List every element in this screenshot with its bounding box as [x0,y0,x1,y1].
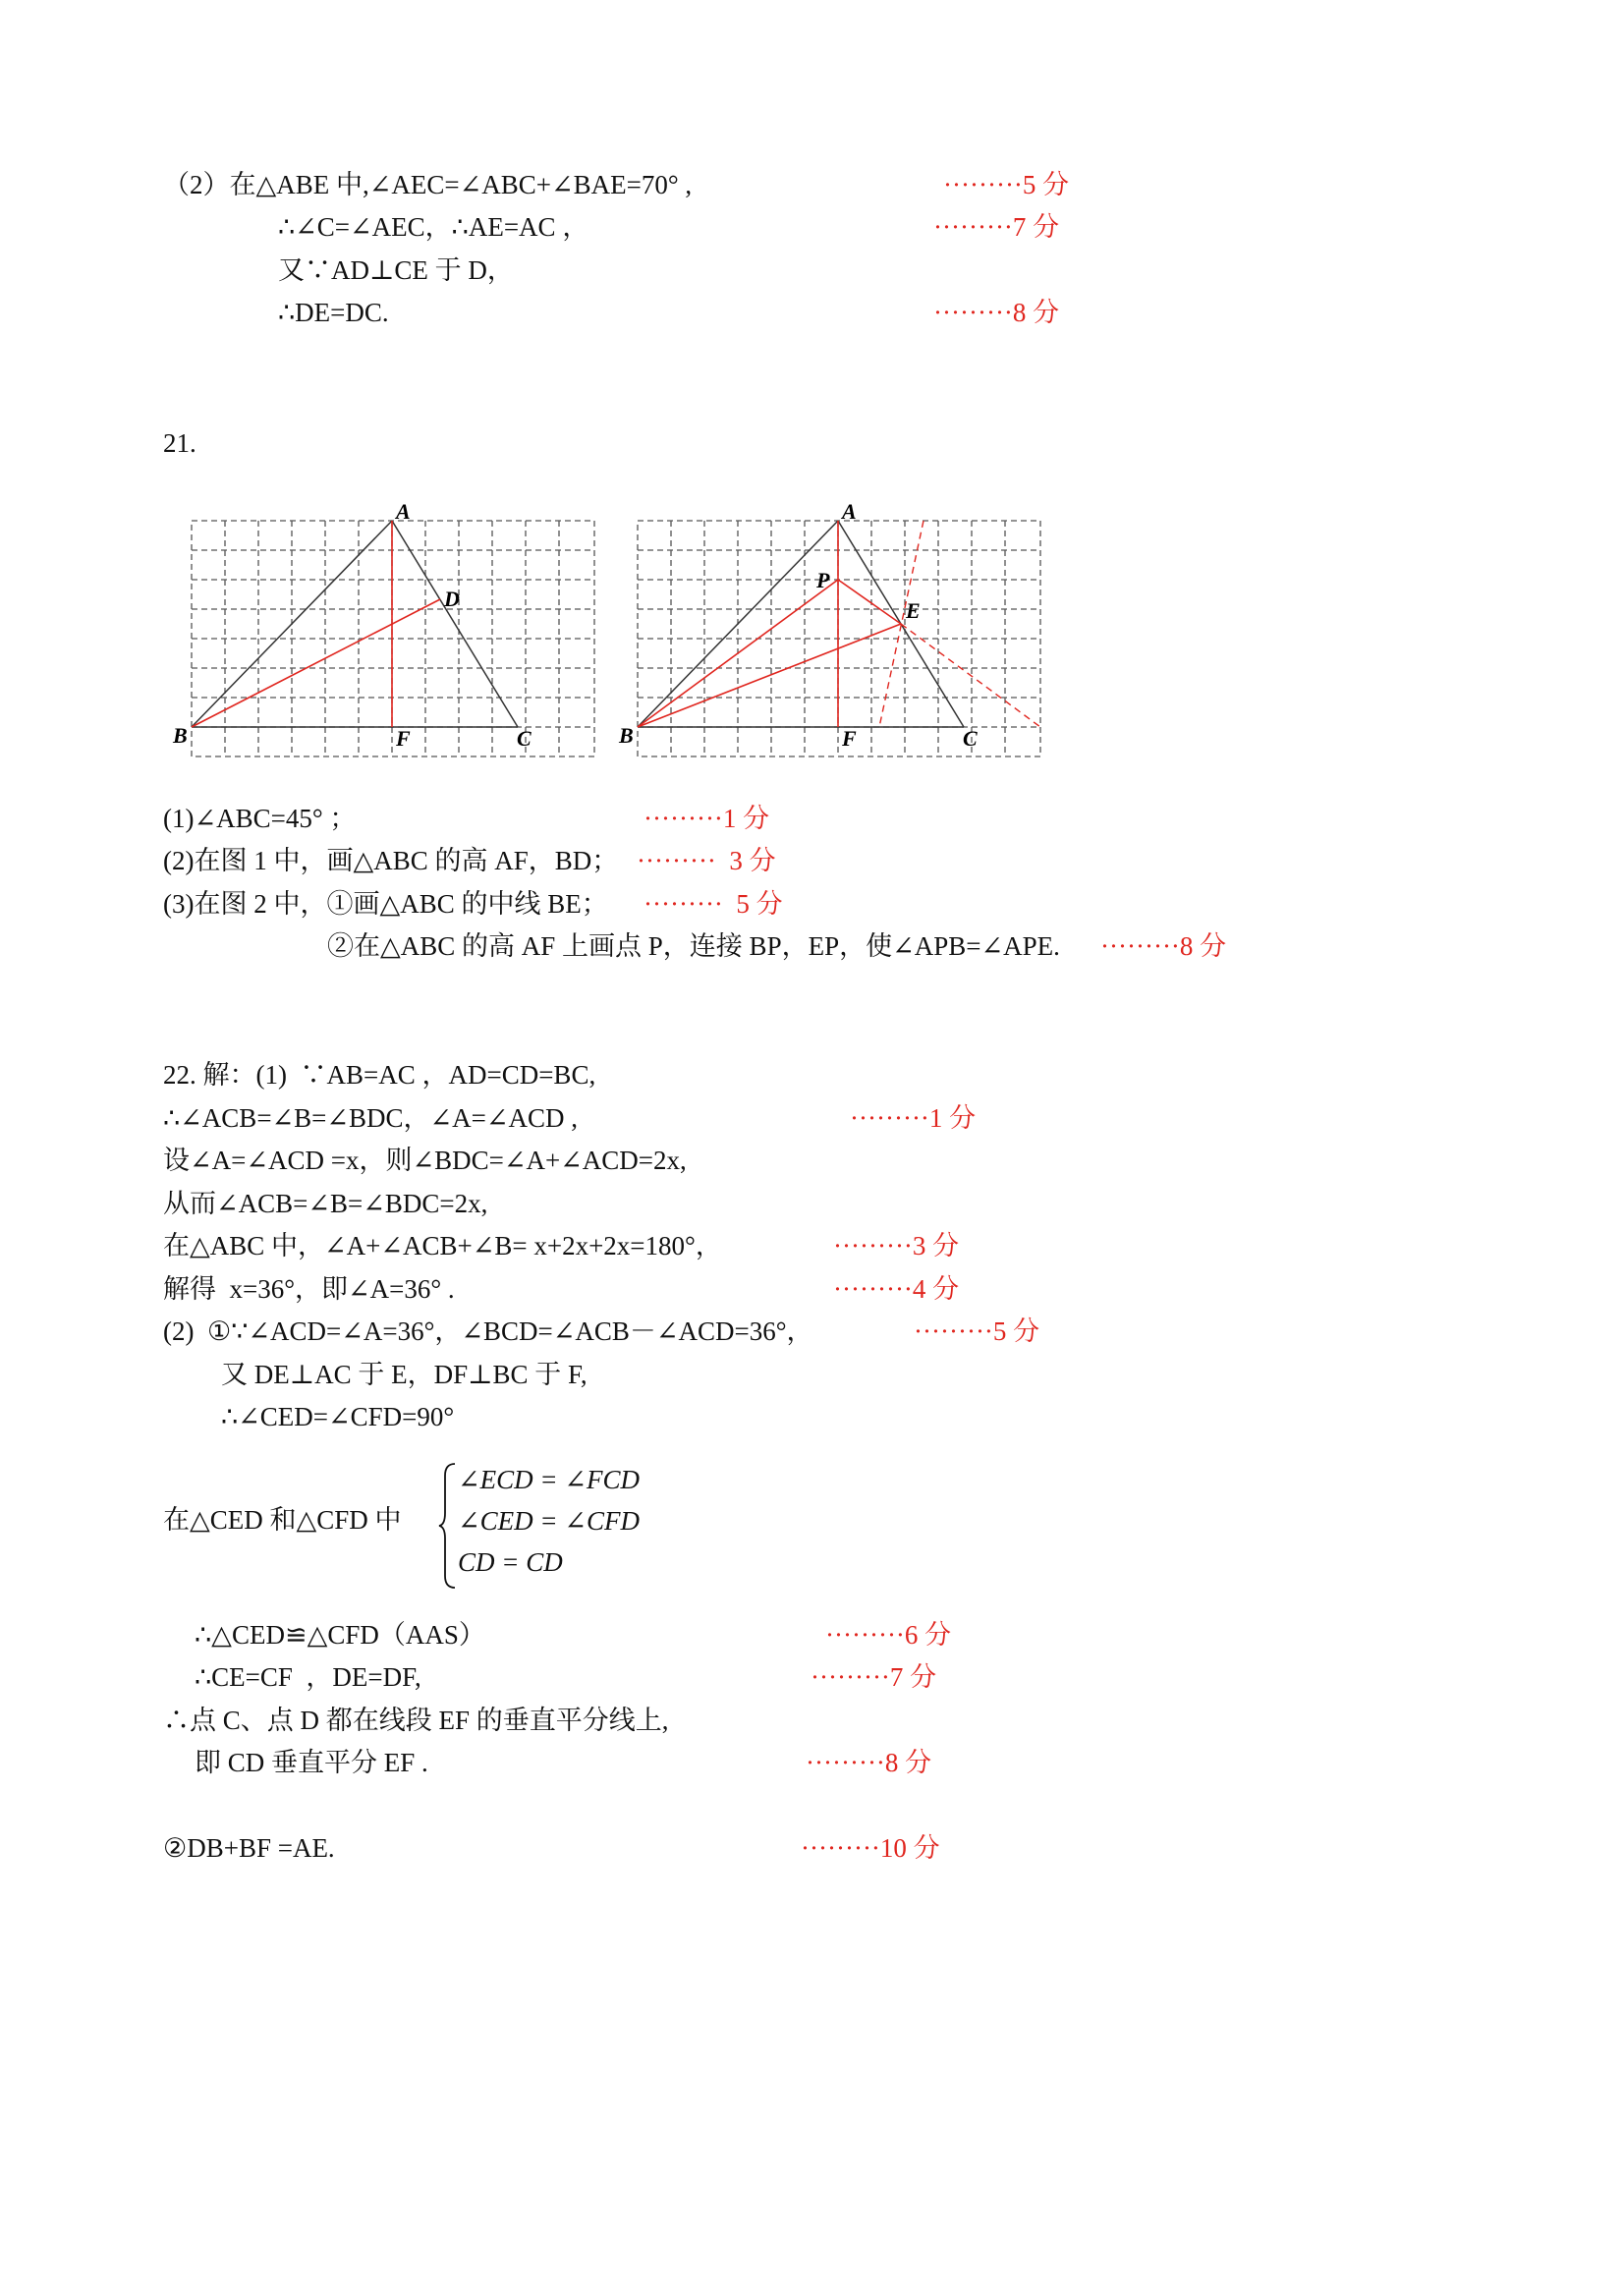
s22-line8: 又 DE⊥AC 于 E，DF⊥BC 于 F, [221,1360,588,1389]
s22-line10: ∴△CED≌△CFD（AAS） [195,1620,485,1650]
s20-line4: ∴DE=DC. [278,298,389,327]
score-10c: ·········10 分 [801,1833,940,1863]
score-8c: ·········8 分 [806,1748,932,1777]
s22-line7: (2) ①∵∠ACD=∠A=36°，∠BCD=∠ACB－∠ACD=36°， [163,1316,813,1346]
score-1: ·········1 分 [644,804,770,833]
label-a-2: A [842,499,857,524]
s20-line1: （2）在△ABE 中,∠AEC=∠ABC+∠BAE=70° , [163,170,693,199]
score-1c: ·········1 分 [850,1103,977,1133]
s22-line2: ∴∠ACB=∠B=∠BDC，∠A=∠ACD , [163,1103,579,1133]
score-8b: ·········8 分 [1100,931,1227,961]
s22-line11: ∴CE=CF ，DE=DF, [195,1662,421,1692]
label-b-1: B [173,723,188,748]
s22-line3: 设∠A=∠ACD =x，则∠BDC=∠A+∠ACD=2x, [163,1146,687,1175]
score-4c: ·········4 分 [833,1274,960,1304]
system-eq3: CD = CD [458,1547,563,1577]
s20-line3: 又∵AD⊥CE 于 D， [278,255,514,285]
score-3: ········· 3 分 [637,846,776,875]
segment-pe-2 [838,580,901,624]
median-be-2 [638,624,901,727]
label-c-2: C [963,726,978,751]
label-f-2: F [842,726,857,751]
s21-line1: (1)∠ABC=45° ； [163,804,357,833]
s21-line3: (3)在图 2 中，①画△ABC 的中线 BE； [163,889,608,919]
s20-line2: ∴∠C=∠AEC，∴AE=AC ， [278,212,589,242]
triangle-abc-2 [638,521,964,727]
s22-line13: 即 CD 垂直平分 EF . [195,1748,428,1777]
grid-1 [192,521,594,756]
figure-1 [167,496,609,776]
label-c-1: C [517,726,532,751]
s22-line12: ∴点 C、点 D 都在线段 EF 的垂直平分线上, [163,1706,669,1735]
label-p-2: P [816,568,830,592]
score-5: ·········5 分 [943,170,1070,199]
triangle-abc-1 [192,521,518,727]
system-eq2: ∠CED = ∠CFD [458,1506,640,1536]
left-brace [437,1462,459,1590]
score-5c: ·········5 分 [914,1316,1040,1346]
problem-21-heading: 21. [163,428,196,458]
score-7c: ·········7 分 [811,1662,937,1692]
s22-line1: 22. 解：(1) ∵AB=AC ，AD=CD=BC, [163,1060,596,1090]
s22-line4: 从而∠ACB=∠B=∠BDC=2x, [163,1189,488,1218]
label-a-1: A [396,499,411,524]
altitude-bd-1 [192,599,440,727]
score-5b: ········· 5 分 [644,889,783,919]
grid-2 [638,521,1040,756]
s21-line2: (2)在图 1 中，画△ABC 的高 AF，BD； [163,846,619,875]
label-d-1: D [444,587,460,611]
label-f-1: F [396,726,411,751]
score-3c: ·········3 分 [833,1231,960,1260]
score-6c: ·········6 分 [825,1620,952,1650]
label-b-2: B [619,723,634,748]
s22-line9: ∴∠CED=∠CFD=90° [221,1402,455,1431]
system-label: 在△CED 和△CFD 中 [163,1505,402,1535]
s22-line5: 在△ABC 中，∠A+∠ACB+∠B= x+2x+2x=180°， [163,1231,722,1260]
s21-line4: ②在△ABC 的高 AF 上画点 P，连接 BP，EP，使∠APB=∠APE. [327,931,1060,961]
s22-line14: ②DB+BF =AE. [163,1833,335,1863]
score-8: ·········8 分 [933,298,1060,327]
s22-line6: 解得 x=36°，即∠A=36° . [163,1274,455,1304]
label-e-2: E [906,598,921,623]
dashed-extension-pe [901,624,1040,727]
score-7: ·········7 分 [933,212,1060,242]
system-eq1: ∠ECD = ∠FCD [458,1465,640,1494]
figure-2 [613,496,1055,776]
